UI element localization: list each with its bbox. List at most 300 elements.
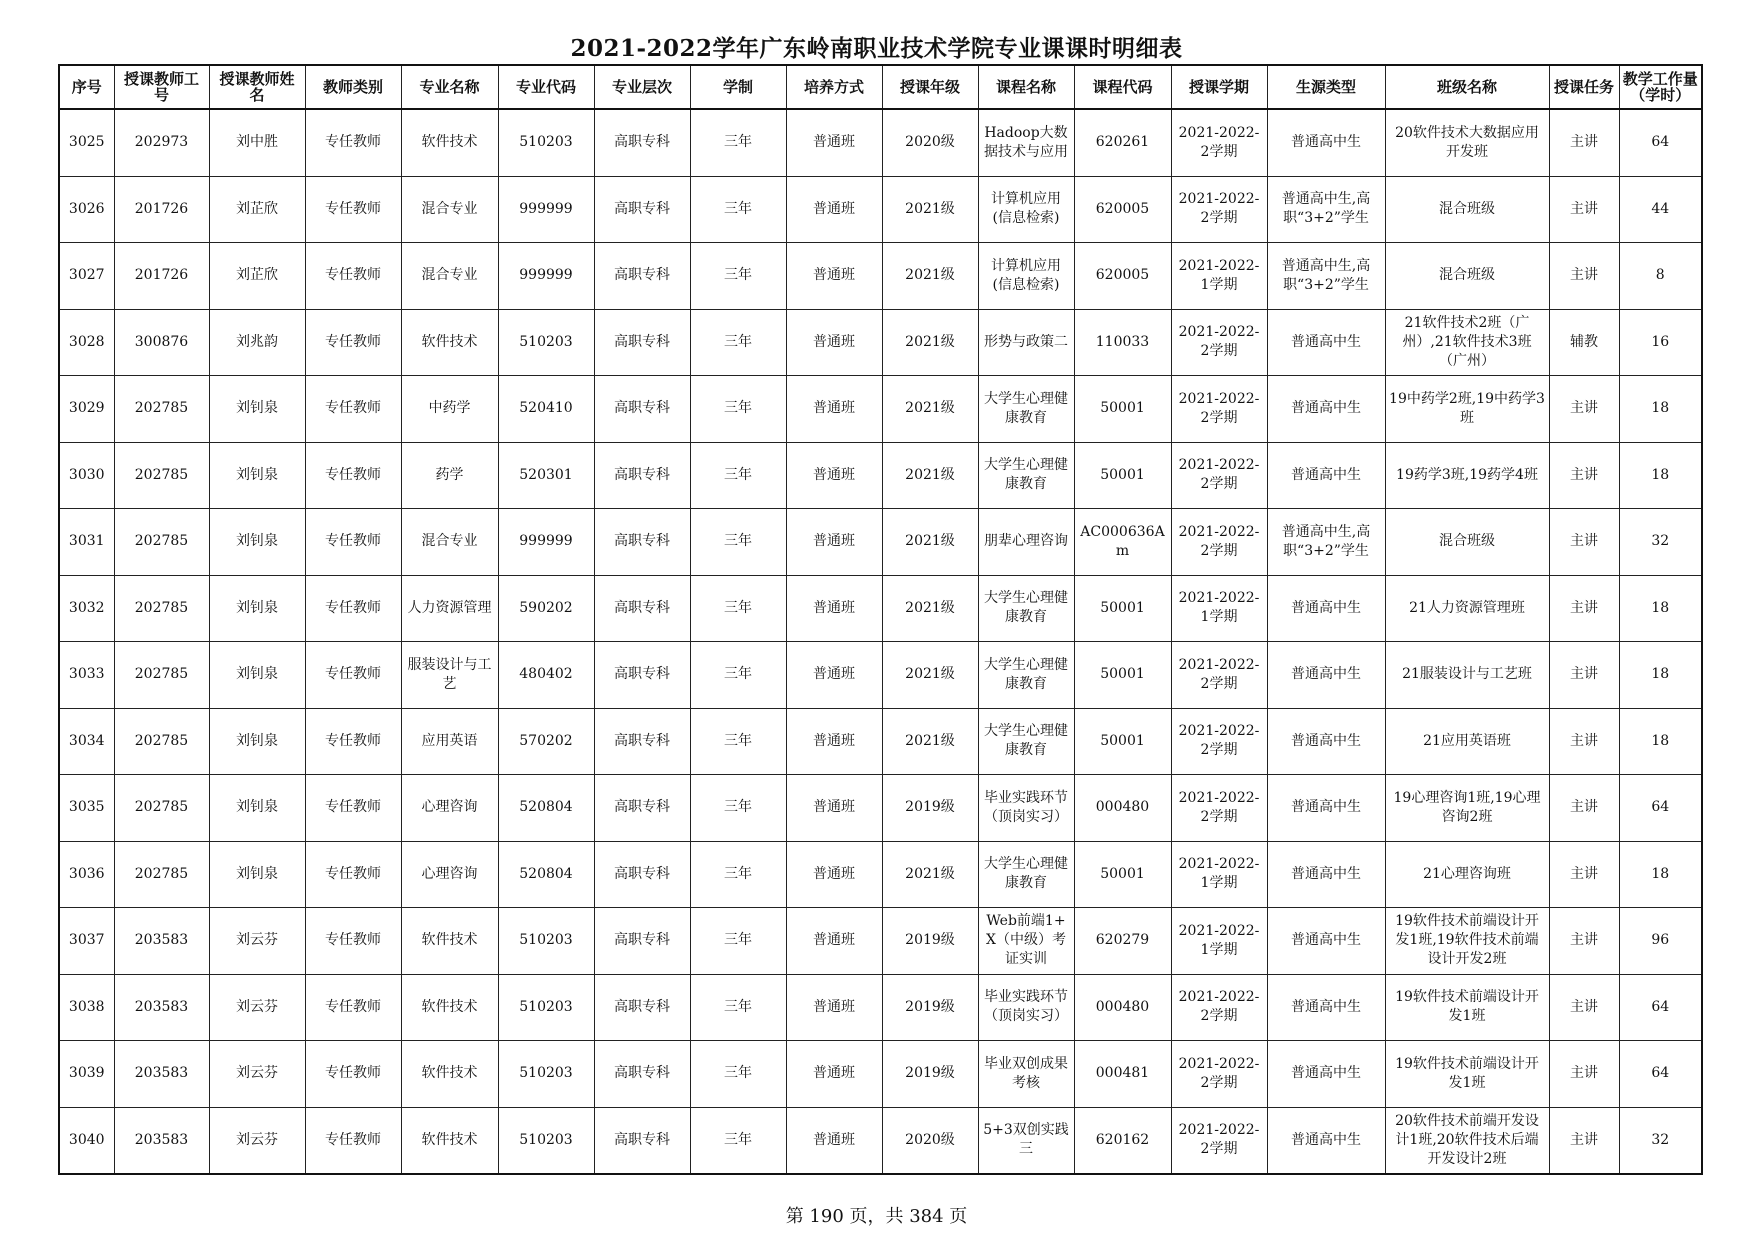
table-cell: 510203: [498, 1041, 594, 1108]
table-cell: 刘芷欣: [209, 243, 305, 310]
table-cell: 21应用英语班: [1385, 708, 1549, 775]
table-row: [59, 775, 1702, 842]
table-cell: 000480: [1074, 974, 1171, 1041]
table-cell: 普通高中生: [1267, 642, 1385, 709]
table-row: [59, 176, 1702, 243]
table-cell: 软件技术: [401, 974, 498, 1041]
table-cell: 201726: [114, 243, 209, 310]
table-cell: 2021级: [882, 575, 978, 642]
table-cell: 202785: [114, 642, 209, 709]
table-cell: 3034: [59, 708, 114, 775]
column-header: 教师类别: [305, 65, 401, 109]
table-cell: 刘钊泉: [209, 708, 305, 775]
table-cell: 2021级: [882, 642, 978, 709]
table-cell: 普通高中生: [1267, 309, 1385, 376]
table-cell: 三年: [690, 642, 786, 709]
column-header: 授课教师工号: [114, 65, 209, 109]
table-cell: 普通班: [786, 509, 882, 576]
table-cell: 专任教师: [305, 708, 401, 775]
table-cell: 普通高中生,高职“3+2”学生: [1267, 176, 1385, 243]
column-header: 学制: [690, 65, 786, 109]
table-cell: 19软件技术前端设计开发1班: [1385, 1041, 1549, 1108]
table-cell: 软件技术: [401, 1107, 498, 1174]
table-cell: 3032: [59, 575, 114, 642]
table-cell: 刘中胜: [209, 109, 305, 176]
table-cell: 2021-2022-2学期: [1171, 708, 1267, 775]
table-cell: 混合专业: [401, 243, 498, 310]
table-cell: 混合专业: [401, 176, 498, 243]
table-cell: 三年: [690, 109, 786, 176]
table-cell: 高职专科: [594, 376, 690, 443]
column-header: 专业名称: [401, 65, 498, 109]
table-cell: 刘钊泉: [209, 442, 305, 509]
table-cell: 大学生心理健康教育: [978, 642, 1074, 709]
table-cell: 高职专科: [594, 575, 690, 642]
table-cell: 202785: [114, 376, 209, 443]
table-row: [59, 841, 1702, 908]
table-cell: 软件技术: [401, 1041, 498, 1108]
table-cell: 普通班: [786, 841, 882, 908]
table-cell: 2021级: [882, 176, 978, 243]
table-cell: 专任教师: [305, 243, 401, 310]
table-cell: 普通高中生: [1267, 908, 1385, 975]
table-cell: 专任教师: [305, 442, 401, 509]
table-cell: 620279: [1074, 908, 1171, 975]
table-cell: 202785: [114, 509, 209, 576]
table-cell: 203583: [114, 1041, 209, 1108]
table-cell: 高职专科: [594, 1041, 690, 1108]
table-cell: 21心理咨询班: [1385, 841, 1549, 908]
table-cell: 520804: [498, 841, 594, 908]
table-row: [59, 309, 1702, 376]
table-cell: 2021级: [882, 243, 978, 310]
table-cell: 专任教师: [305, 974, 401, 1041]
table-cell: 大学生心理健康教育: [978, 708, 1074, 775]
table-cell: 普通班: [786, 1107, 882, 1174]
table-cell: 混合专业: [401, 509, 498, 576]
page-footer: 第 190 页，共 384 页: [785, 1206, 968, 1227]
column-header: 班级名称: [1385, 65, 1549, 109]
table-cell: 普通班: [786, 708, 882, 775]
table-cell: 主讲: [1549, 1041, 1619, 1108]
course-hours-table: [58, 64, 1703, 1175]
table-cell: 50001: [1074, 642, 1171, 709]
table-cell: 520410: [498, 376, 594, 443]
table-cell: 普通高中生: [1267, 841, 1385, 908]
table-cell: 64: [1619, 974, 1702, 1041]
table-cell: 520804: [498, 775, 594, 842]
table-cell: 普通班: [786, 908, 882, 975]
table-row: [59, 1107, 1702, 1174]
table-cell: 3026: [59, 176, 114, 243]
column-header: 授课教师姓名: [209, 65, 305, 109]
table-cell: 19中药学2班,19中药学3班: [1385, 376, 1549, 443]
table-cell: 2021-2022-1学期: [1171, 243, 1267, 310]
table-cell: 21软件技术2班（广州）,21软件技术3班（广州）: [1385, 309, 1549, 376]
table-cell: 主讲: [1549, 974, 1619, 1041]
table-cell: 50001: [1074, 376, 1171, 443]
table-cell: 000481: [1074, 1041, 1171, 1108]
table-cell: 620162: [1074, 1107, 1171, 1174]
table-cell: 高职专科: [594, 1107, 690, 1174]
table-cell: 主讲: [1549, 575, 1619, 642]
table-cell: 刘兆韵: [209, 309, 305, 376]
table-cell: 刘钊泉: [209, 841, 305, 908]
table-cell: 普通班: [786, 176, 882, 243]
table-cell: 药学: [401, 442, 498, 509]
table-cell: 普通班: [786, 309, 882, 376]
table-cell: 高职专科: [594, 509, 690, 576]
table-cell: 2021-2022-2学期: [1171, 376, 1267, 443]
table-cell: 三年: [690, 708, 786, 775]
table-cell: 999999: [498, 509, 594, 576]
table-cell: 刘钊泉: [209, 575, 305, 642]
table-cell: 毕业实践环节（顶岗实习）: [978, 775, 1074, 842]
table-row: [59, 575, 1702, 642]
table-cell: 510203: [498, 908, 594, 975]
table-cell: 520301: [498, 442, 594, 509]
table-cell: 三年: [690, 1041, 786, 1108]
table-cell: 620005: [1074, 243, 1171, 310]
table-cell: 19药学3班,19药学4班: [1385, 442, 1549, 509]
table-cell: 混合班级: [1385, 243, 1549, 310]
table-cell: Web前端1+X（中级）考证实训: [978, 908, 1074, 975]
table-cell: 普通高中生: [1267, 708, 1385, 775]
table-cell: 普通高中生: [1267, 775, 1385, 842]
table-cell: 2021-2022-2学期: [1171, 642, 1267, 709]
table-cell: 三年: [690, 509, 786, 576]
table-cell: 毕业双创成果考核: [978, 1041, 1074, 1108]
table-cell: 3025: [59, 109, 114, 176]
table-cell: 普通高中生: [1267, 1107, 1385, 1174]
table-cell: 202785: [114, 708, 209, 775]
table-cell: 2021级: [882, 376, 978, 443]
column-header: 生源类型: [1267, 65, 1385, 109]
table-cell: 64: [1619, 775, 1702, 842]
column-header: 专业层次: [594, 65, 690, 109]
table-cell: 16: [1619, 309, 1702, 376]
table-cell: 刘云芬: [209, 908, 305, 975]
table-cell: 普通高中生,高职“3+2”学生: [1267, 243, 1385, 310]
table-row: [59, 974, 1702, 1041]
table-cell: 3028: [59, 309, 114, 376]
table-cell: 2020级: [882, 1107, 978, 1174]
table-cell: 2021-2022-2学期: [1171, 1041, 1267, 1108]
table-cell: 32: [1619, 509, 1702, 576]
table-cell: 203583: [114, 974, 209, 1041]
table-cell: 2020级: [882, 109, 978, 176]
table-cell: 毕业实践环节（顶岗实习）: [978, 974, 1074, 1041]
table-cell: 普通班: [786, 575, 882, 642]
table-cell: 2021级: [882, 708, 978, 775]
table-cell: 主讲: [1549, 908, 1619, 975]
table-cell: 510203: [498, 1107, 594, 1174]
table-cell: 202785: [114, 575, 209, 642]
table-cell: 专任教师: [305, 109, 401, 176]
table-cell: 主讲: [1549, 708, 1619, 775]
table-cell: Hadoop大数据技术与应用: [978, 109, 1074, 176]
table-cell: 50001: [1074, 708, 1171, 775]
table-cell: 服装设计与工艺: [401, 642, 498, 709]
table-cell: 软件技术: [401, 908, 498, 975]
column-header: 课程名称: [978, 65, 1074, 109]
table-cell: 普通班: [786, 1041, 882, 1108]
table-cell: 刘钊泉: [209, 642, 305, 709]
table-cell: 辅教: [1549, 309, 1619, 376]
table-cell: 2019级: [882, 1041, 978, 1108]
table-cell: 2019级: [882, 775, 978, 842]
table-cell: 2021级: [882, 442, 978, 509]
table-cell: 201726: [114, 176, 209, 243]
table-cell: 3031: [59, 509, 114, 576]
table-cell: 大学生心理健康教育: [978, 376, 1074, 443]
column-header: 专业代码: [498, 65, 594, 109]
table-row: [59, 442, 1702, 509]
table-cell: 2021-2022-1学期: [1171, 908, 1267, 975]
table-cell: 专任教师: [305, 376, 401, 443]
table-cell: 主讲: [1549, 243, 1619, 310]
column-header: 授课学期: [1171, 65, 1267, 109]
table-cell: 50001: [1074, 575, 1171, 642]
table-cell: 形势与政策二: [978, 309, 1074, 376]
table-cell: 主讲: [1549, 1107, 1619, 1174]
table-cell: 2019级: [882, 974, 978, 1041]
column-header: 教学工作量（学时）: [1619, 65, 1702, 109]
table-cell: 50001: [1074, 841, 1171, 908]
table-cell: 普通高中生,高职“3+2”学生: [1267, 509, 1385, 576]
table-cell: 44: [1619, 176, 1702, 243]
table-cell: 18: [1619, 442, 1702, 509]
table-cell: 普通班: [786, 974, 882, 1041]
table-cell: 普通班: [786, 775, 882, 842]
table-cell: AC000636Am: [1074, 509, 1171, 576]
table-body: [59, 109, 1702, 1174]
table-cell: 普通高中生: [1267, 1041, 1385, 1108]
table-cell: 620005: [1074, 176, 1171, 243]
table-cell: 三年: [690, 442, 786, 509]
table-cell: 普通班: [786, 109, 882, 176]
table-cell: 999999: [498, 243, 594, 310]
table-cell: 三年: [690, 1107, 786, 1174]
table-cell: 3036: [59, 841, 114, 908]
table-cell: 三年: [690, 376, 786, 443]
table-cell: 510203: [498, 974, 594, 1041]
table-cell: 大学生心理健康教育: [978, 841, 1074, 908]
table-cell: 999999: [498, 176, 594, 243]
column-header: 授课年级: [882, 65, 978, 109]
table-cell: 2021-2022-2学期: [1171, 109, 1267, 176]
table-cell: 3030: [59, 442, 114, 509]
table-cell: 应用英语: [401, 708, 498, 775]
table-cell: 2021-2022-2学期: [1171, 1107, 1267, 1174]
table-cell: 专任教师: [305, 775, 401, 842]
table-cell: 高职专科: [594, 841, 690, 908]
table-cell: 混合班级: [1385, 509, 1549, 576]
table-cell: 普通班: [786, 442, 882, 509]
table-cell: 高职专科: [594, 908, 690, 975]
table-cell: 202973: [114, 109, 209, 176]
table-cell: 三年: [690, 575, 786, 642]
table-cell: 19心理咨询1班,19心理咨询2班: [1385, 775, 1549, 842]
table-cell: 2021-2022-2学期: [1171, 309, 1267, 376]
table-cell: 32: [1619, 1107, 1702, 1174]
table-cell: 刘钊泉: [209, 775, 305, 842]
table-cell: 570202: [498, 708, 594, 775]
table-cell: 3038: [59, 974, 114, 1041]
table-cell: 普通高中生: [1267, 442, 1385, 509]
table-cell: 刘芷欣: [209, 176, 305, 243]
table-cell: 18: [1619, 841, 1702, 908]
table-cell: 三年: [690, 775, 786, 842]
table-cell: 高职专科: [594, 642, 690, 709]
table-cell: 三年: [690, 908, 786, 975]
table-cell: 3029: [59, 376, 114, 443]
table-cell: 5+3双创实践三: [978, 1107, 1074, 1174]
table-cell: 朋辈心理咨询: [978, 509, 1074, 576]
table-cell: 8: [1619, 243, 1702, 310]
table-cell: 三年: [690, 841, 786, 908]
table-cell: 普通高中生: [1267, 109, 1385, 176]
table-cell: 2021-2022-2学期: [1171, 509, 1267, 576]
table-cell: 普通班: [786, 376, 882, 443]
table-cell: 专任教师: [305, 309, 401, 376]
table-cell: 18: [1619, 642, 1702, 709]
table-cell: 510203: [498, 309, 594, 376]
table-cell: 心理咨询: [401, 841, 498, 908]
table-cell: 三年: [690, 176, 786, 243]
table-cell: 主讲: [1549, 442, 1619, 509]
table-cell: 2021-2022-2学期: [1171, 775, 1267, 842]
table-cell: 2021-2022-1学期: [1171, 575, 1267, 642]
table-cell: 300876: [114, 309, 209, 376]
table-cell: 202785: [114, 442, 209, 509]
column-header: 课程代码: [1074, 65, 1171, 109]
table-cell: 2021-2022-2学期: [1171, 442, 1267, 509]
table-cell: 专任教师: [305, 509, 401, 576]
table-cell: 计算机应用(信息检索): [978, 176, 1074, 243]
table-cell: 96: [1619, 908, 1702, 975]
table-cell: 3027: [59, 243, 114, 310]
table-cell: 高职专科: [594, 775, 690, 842]
table-row: [59, 509, 1702, 576]
page-title: 2021-2022学年广东岭南职业技术学院专业课课时明细表: [570, 35, 1183, 62]
table-cell: 21服装设计与工艺班: [1385, 642, 1549, 709]
table-cell: 2021-2022-2学期: [1171, 176, 1267, 243]
table-cell: 软件技术: [401, 309, 498, 376]
table-cell: 刘钊泉: [209, 376, 305, 443]
table-cell: 混合班级: [1385, 176, 1549, 243]
table-cell: 3039: [59, 1041, 114, 1108]
table-cell: 普通班: [786, 642, 882, 709]
table-row: [59, 908, 1702, 975]
table-cell: 203583: [114, 908, 209, 975]
table-cell: 刘钊泉: [209, 509, 305, 576]
table-cell: 3037: [59, 908, 114, 975]
table-cell: 590202: [498, 575, 594, 642]
table-row: [59, 243, 1702, 310]
table-cell: 大学生心理健康教育: [978, 575, 1074, 642]
table-cell: 3040: [59, 1107, 114, 1174]
table-cell: 心理咨询: [401, 775, 498, 842]
table-cell: 20软件技术大数据应用开发班: [1385, 109, 1549, 176]
table-cell: 刘云芬: [209, 1107, 305, 1174]
column-header: 序号: [59, 65, 114, 109]
table-cell: 三年: [690, 974, 786, 1041]
table-cell: 202785: [114, 775, 209, 842]
table-cell: 刘云芬: [209, 1041, 305, 1108]
table-cell: 主讲: [1549, 841, 1619, 908]
column-header: 授课任务: [1549, 65, 1619, 109]
table-cell: 主讲: [1549, 775, 1619, 842]
table-cell: 中药学: [401, 376, 498, 443]
table-cell: 高职专科: [594, 708, 690, 775]
table-cell: 19软件技术前端设计开发1班,19软件技术前端设计开发2班: [1385, 908, 1549, 975]
table-cell: 计算机应用(信息检索): [978, 243, 1074, 310]
table-cell: 普通班: [786, 243, 882, 310]
table-row: [59, 1041, 1702, 1108]
table-cell: 19软件技术前端设计开发1班: [1385, 974, 1549, 1041]
table-row: [59, 708, 1702, 775]
table-cell: 高职专科: [594, 309, 690, 376]
table-cell: 专任教师: [305, 176, 401, 243]
table-cell: 普通高中生: [1267, 974, 1385, 1041]
table-cell: 2021级: [882, 509, 978, 576]
table-cell: 620261: [1074, 109, 1171, 176]
table-cell: 三年: [690, 243, 786, 310]
table-header: [59, 65, 1702, 109]
table-cell: 专任教师: [305, 575, 401, 642]
table-cell: 2021-2022-1学期: [1171, 841, 1267, 908]
table-cell: 主讲: [1549, 642, 1619, 709]
column-header: 培养方式: [786, 65, 882, 109]
table-cell: 000480: [1074, 775, 1171, 842]
table-cell: 18: [1619, 376, 1702, 443]
table-cell: 480402: [498, 642, 594, 709]
table-cell: 高职专科: [594, 176, 690, 243]
table-cell: 3033: [59, 642, 114, 709]
table-cell: 203583: [114, 1107, 209, 1174]
table-cell: 64: [1619, 109, 1702, 176]
table-cell: 三年: [690, 309, 786, 376]
table-cell: 专任教师: [305, 908, 401, 975]
table-cell: 18: [1619, 575, 1702, 642]
table-row: [59, 109, 1702, 176]
table-cell: 主讲: [1549, 509, 1619, 576]
table-cell: 专任教师: [305, 1041, 401, 1108]
table-cell: 普通高中生: [1267, 376, 1385, 443]
table-cell: 大学生心理健康教育: [978, 442, 1074, 509]
table-cell: 高职专科: [594, 974, 690, 1041]
table-row: [59, 376, 1702, 443]
table-cell: 普通高中生: [1267, 575, 1385, 642]
table-cell: 主讲: [1549, 376, 1619, 443]
table-row: [59, 642, 1702, 709]
table-cell: 110033: [1074, 309, 1171, 376]
table-cell: 202785: [114, 841, 209, 908]
table-cell: 高职专科: [594, 109, 690, 176]
table-cell: 2021级: [882, 309, 978, 376]
table-cell: 2021级: [882, 841, 978, 908]
table-cell: 专任教师: [305, 1107, 401, 1174]
table-cell: 高职专科: [594, 442, 690, 509]
table-cell: 人力资源管理: [401, 575, 498, 642]
table-cell: 2021-2022-2学期: [1171, 974, 1267, 1041]
table-cell: 18: [1619, 708, 1702, 775]
table-cell: 软件技术: [401, 109, 498, 176]
table-cell: 20软件技术前端开发设计1班,20软件技术后端开发设计2班: [1385, 1107, 1549, 1174]
table-cell: 高职专科: [594, 243, 690, 310]
header-row: [59, 65, 1702, 109]
